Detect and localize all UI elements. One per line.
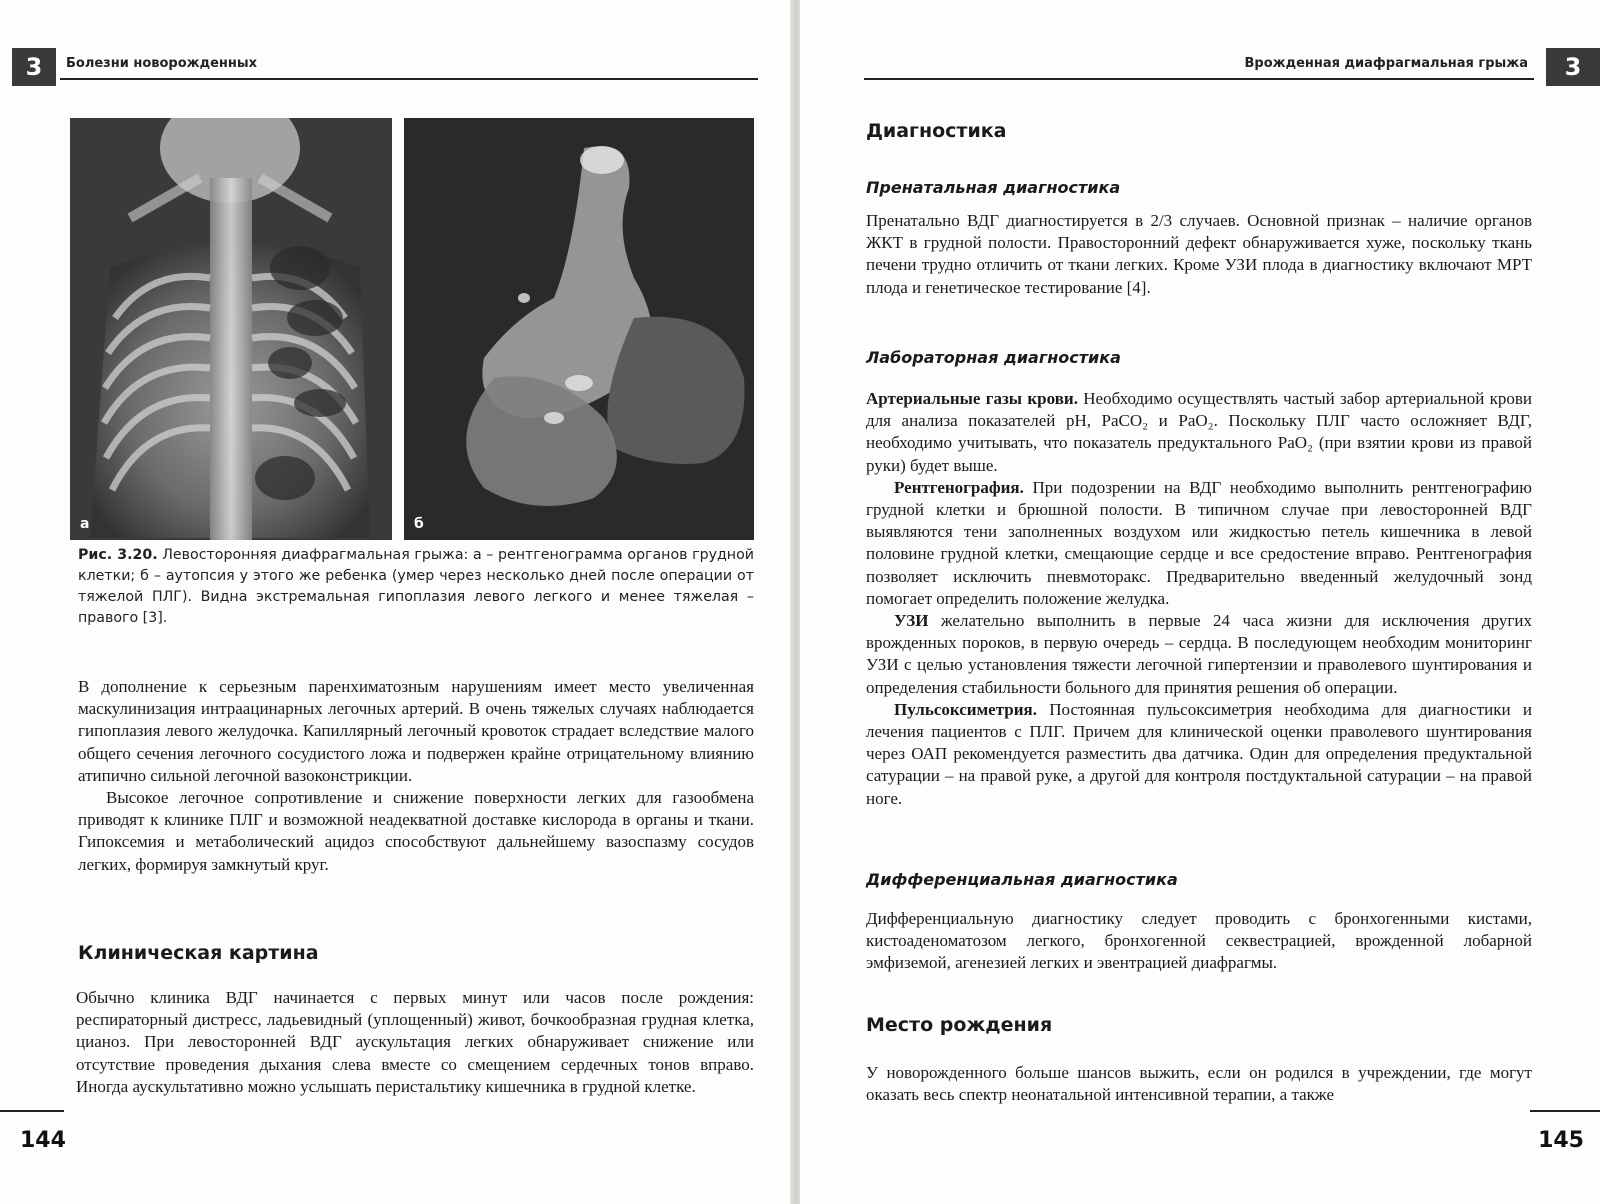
right-page xyxy=(800,0,1600,1204)
birthplace-text xyxy=(866,1062,1532,1106)
autopsy-illustration xyxy=(404,118,754,540)
paragraph-pulse-oximetry xyxy=(866,699,1532,810)
section-title-diagnostics: Диагностика xyxy=(866,120,1007,142)
paragraph: Дифференциальную диагностику следует проводить с бронхогенными кистами, кистоаденоматозом легкого, бронхогенной секвестрацией, врожденной лобарной эмфиземой, агенезией легких и эвентрацией диафрагмы. xyxy=(866,909,1532,973)
blood-gas-text: Необходимо осуществлять частый забор артериальной крови для анализа показателей pH, PaCO₂ и PaO₂. Поскольку ПЛГ часто осложняет ВДГ, необходимо учитывать, что показатель предуктального PaO₂ (при взятии крови из правой руки) будет выше. xyxy=(866,389,1532,475)
xray-image xyxy=(70,118,392,540)
panel-a-letter: а xyxy=(80,516,90,532)
section-title-birthplace: Место рождения xyxy=(866,1014,1053,1036)
pulse-oximetry-label: Пульсоксиметрия. xyxy=(894,699,1037,719)
ultrasound-label: УЗИ xyxy=(894,611,929,631)
chapter-tab: 3 xyxy=(1546,48,1600,86)
paragraph: Обычно клиника ВДГ начинается с первых минут или часов после рождения: респираторный дистресс, ладьевидный (уплощенный) живот, бочкообразная грудная клетка, цианоз. При левосторонней ВДГ аускультация легких обнаруживает снижение или отсутствие проведения дыхания слева вместе со смещением сердечных тонов вправо. Иногда аускультативно можно услышать перистальтику кишечника в грудной клетке. xyxy=(76,988,754,1096)
footer-rule xyxy=(1530,1110,1600,1112)
ultrasound-text: желательно выполнить в первые 24 часа жизни для исключения других врожденных пороков, в первую очередь – сердца. В последующем необходим мониторинг УЗИ с целью установления тяжести легочной гипертензии и праволевого шунтирования и определения стабильности больного для принятия решения об операции. xyxy=(866,611,1532,697)
caption-text: Левосторонняя диафрагмальная грыжа: а – рентгенограмма органов грудной клетки; б – аутопсия у этого же ребенка (умер через несколько дней после операции от тяжелой ПЛГ). Видна экстремальная гипоплазия левого легкого и менее тяжелая – правого [3]. xyxy=(78,547,754,626)
pulse-oximetry-text: Постоянная пульсоксиметрия необходима для диагностики и лечения пациентов с ПЛГ. Причем для клинической оценки праволевого шунтирования через ОАП рекомендуется разместить два датчика. Один для определения предуктальной сатурации – на правой руке, а другой для контроля постдуктальной сатурации – на правой ноге. xyxy=(866,699,1532,808)
left-page xyxy=(0,0,790,1204)
xray-text: При подозрении на ВДГ необходимо выполнить рентгенографию грудной клетки и брюшной полости. В типичном случае при левосторонней ВДГ выявляются тени заполненных воздухом или жидкостью петель кишечника в левой половине грудной клетки, смещающие сердце и все средостение вправо. Рентгенография позволяет исключить пневмоторакс. Предварительно введенный желудочный зонд помогает определить положение желудка. xyxy=(866,477,1532,608)
panel-b-letter: б xyxy=(414,516,424,532)
figure-caption xyxy=(78,545,754,629)
paragraph: Пренатально ВДГ диагностируется в 2/3 случаев. Основной признак – наличие органов ЖКТ в грудной полости. Правосторонний дефект обнаруживается хуже, поскольку ткань печени трудно отличить от ткани легких. Кроме УЗИ плода в диагностику включают МРТ плода и генетическое тестирование [4]. xyxy=(866,211,1532,297)
paragraph: У новорожденного больше шансов выжить, если он родился в учреждении, где могут оказать весь спектр неонатальной интенсивной терапии, а также xyxy=(866,1063,1532,1105)
differential-text xyxy=(866,908,1532,975)
footer-rule xyxy=(0,1110,64,1112)
running-head: Врожденная диафрагмальная грыжа xyxy=(1244,56,1528,71)
lab-text xyxy=(866,388,1532,810)
clinical-text xyxy=(76,987,754,1098)
autopsy-image xyxy=(404,118,754,540)
chapter-tab: 3 xyxy=(12,48,56,86)
running-head: Болезни новорожденных xyxy=(66,56,258,71)
blood-gas-label: Артериальные газы крови. xyxy=(866,389,1078,408)
page-number: 144 xyxy=(20,1128,66,1153)
figure-3-20 xyxy=(70,118,754,540)
paragraph: В дополнение к серьезным паренхиматозным нарушениям имеет место увеличенная маскулинизация интраацинарных легочных артерий. В очень тяжелых случаях наблюдается гипоплазия левого желудочка. Капиллярный легочный кровоток страдает вследствие малого общего сечения легочного сосудистого ложа и подвержен крайне отрицательному влиянию атипично сильной легочной вазоконстрикции. xyxy=(78,677,754,785)
subsection-title-lab: Лабораторная диагностика xyxy=(866,348,1121,367)
xray-label: Рентгенография. xyxy=(894,477,1024,497)
page-number: 145 xyxy=(1538,1128,1584,1153)
header-rule xyxy=(864,78,1534,80)
subsection-title-differential: Дифференциальная диагностика xyxy=(866,870,1178,889)
paragraph-xray xyxy=(866,477,1532,610)
left-body-text xyxy=(78,676,754,876)
section-title-clinical: Клиническая картина xyxy=(78,942,319,964)
paragraph-blood-gas xyxy=(866,388,1532,477)
header-rule xyxy=(60,78,758,80)
xray-illustration xyxy=(70,118,392,540)
paragraph: Высокое легочное сопротивление и снижение поверхности легких для газообмена приводят к клинике ПЛГ и возможной неадекватной доставке кислорода в органы и ткани. Гипоксемия и метаболический ацидоз способствуют дальнейшему вазоспазму сосудов легких, формируя замкнутый круг. xyxy=(78,788,754,874)
caption-label: Рис. 3.20. xyxy=(78,547,158,563)
paragraph-ultrasound xyxy=(866,610,1532,699)
subsection-title-prenatal: Пренатальная диагностика xyxy=(866,178,1121,197)
prenatal-text xyxy=(866,210,1532,299)
